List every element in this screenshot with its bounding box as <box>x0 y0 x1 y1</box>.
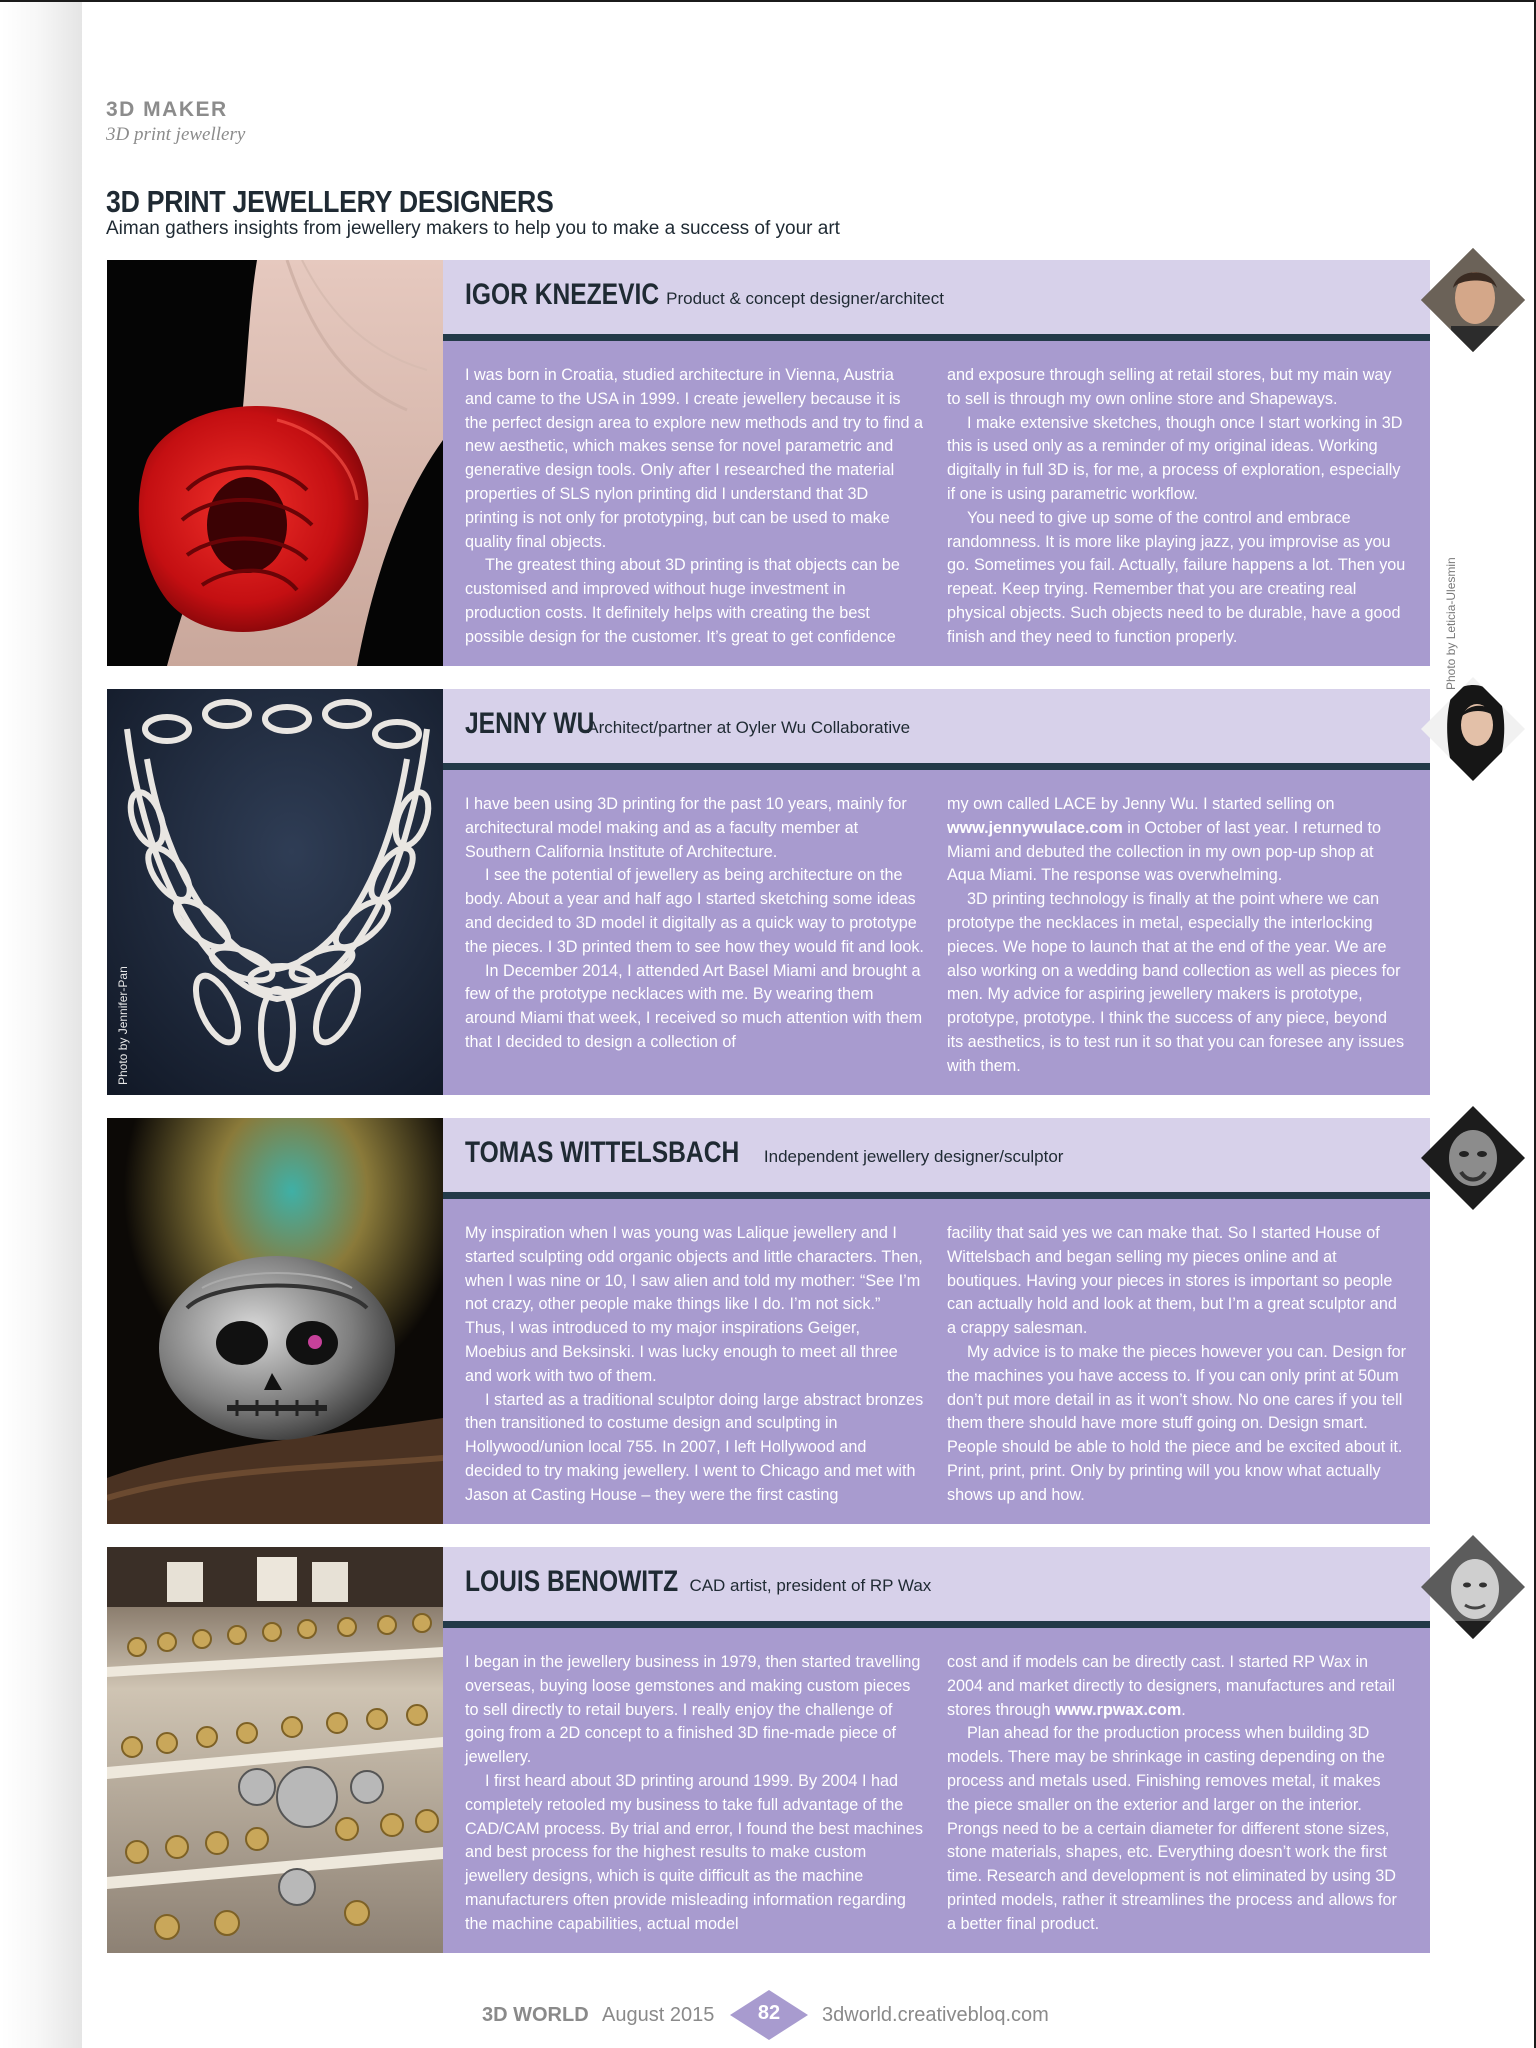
body-column-right <box>947 1651 1407 1937</box>
link-jennywulace[interactable]: www.jennywulace.com <box>947 818 1123 837</box>
paragraph: my own called LACE by Jenny Wu. I started selling on www.jennywulace.com in October of last year. I returned to Miami and debuted the collection in my own pop-up shop at Aqua Miami. The response was overwhelming. <box>947 795 1381 885</box>
paragraph: I have been using 3D printing for the past 10 years, mainly for architectural model making and as a faculty member at Southern California Institute of Architecture. <box>465 795 907 861</box>
footer-brand: 3D WORLD <box>482 2004 589 2026</box>
avatar-wu <box>1421 677 1525 781</box>
section-sublabel: 3D print jewellery <box>106 124 246 145</box>
footer-date: August 2015 <box>602 2004 715 2026</box>
paragraph: My inspiration when I was young was Lalique jewellery and I started sculpting odd organic objects and little characters. Then, when I was nine or 10, I saw alien and told my mother: “See I’m not crazy, other people make things like I do. I’m not sick.” Thus, I was introduced to my major inspirations Geiger, Moebius and Beksinski. I was lucky enough to meet all three and work with two of them. <box>465 1224 923 1385</box>
paragraph: Plan ahead for the production process when building 3D models. There may be shrinkage in casting depending on the process and metals used. Finishing removes metal, it makes the piece smaller on the exterior and larger on the interior. Prongs need to be a certain diameter for different stone sizes, stone materials, shapes, etc. Everything doesn’t work the first time. Research and development is not eliminated by using 3D printed models, rather it streamlines the process and allows for a better final product. <box>947 1724 1397 1933</box>
designer-card-knezevic <box>107 260 1430 666</box>
paragraph: My advice is to make the pieces however you can. Design for the machines you have access to. If you can only print at 50um don’t put more detail in as it won’t show. No one cares if you tell them there should have more stuff going on. Design smart. People should be able to hold the piece and be excited about it. Print, print, print. Only by printing will you know what actually shows up and how. <box>947 1342 1407 1504</box>
section-label: 3D MAKER <box>106 98 228 121</box>
footer-url[interactable]: 3dworld.creativebloq.com <box>822 2004 1049 2026</box>
photo-lace-necklace <box>107 689 443 1095</box>
paragraph: I see the potential of jewellery as being architecture on the body. About a year and half ago I started sketching some ideas and decided to 3D model it digitally as a quick way to prototype the pieces. I 3D printed them to see how they would fit and look. <box>465 866 924 956</box>
designer-header <box>443 260 1430 334</box>
designer-role: Product & concept designer/architect <box>666 289 944 308</box>
designer-card-wittelsbach <box>107 1118 1430 1524</box>
paragraph: facility that said yes we can make that. So I started House of Wittelsbach and began selling my pieces online and at boutiques. Having your pieces in stores is important so people can actually hold and look at them, but I’m a great sculptor and a crappy salesman. <box>947 1224 1397 1338</box>
avatar-knezevic <box>1421 248 1525 352</box>
photo-credit-wu: Photo by Jennifer-Pan <box>116 966 130 1085</box>
photo-red-bracelet <box>107 260 443 666</box>
body-column-left <box>465 793 925 1055</box>
header-rule <box>443 1621 1430 1628</box>
page-number: 82 <box>757 2002 781 2024</box>
designer-name: TOMAS WITTELSBACH <box>465 1136 740 1169</box>
paragraph: and exposure through selling at retail stores, but my main way to sell is through my own online store and Shapeways. <box>947 366 1392 408</box>
header-rule <box>443 334 1430 341</box>
body-column-right <box>947 1222 1407 1508</box>
designer-card-benowitz <box>107 1547 1430 1953</box>
photo-jewellery-display <box>107 1547 443 1953</box>
article-standfirst: Aiman gathers insights from jewellery makers to help you to make a success of your art <box>106 218 840 239</box>
designer-card-wu <box>107 689 1430 1095</box>
paragraph: You need to give up some of the control and embrace randomness. It is more like playing jazz, you improvise as you go. Sometimes you fail. Actually, failure happens a lot. Then you repeat. Keep trying. Remember that you are creating real physical objects. Such objects need to be durable, have a good finish and they need to function properly. <box>947 508 1406 646</box>
body-column-left <box>465 1222 925 1508</box>
page-footer <box>0 1990 1536 2040</box>
avatar-wittelsbach <box>1421 1106 1525 1210</box>
body-column-right <box>947 793 1407 1079</box>
page-top-border <box>0 0 1536 2</box>
designer-name: LOUIS BENOWITZ <box>465 1565 679 1598</box>
designer-header <box>443 1118 1430 1192</box>
designer-name: JENNY WU <box>465 707 595 740</box>
paragraph: I first heard about 3D printing around 1999. By 2004 I had completely retooled my business to take full advantage of the CAD/CAM process. By trial and error, I found the best machines and best process for the highest results to make custom jewellery designs, which is quite difficult as the machine manufacturers often provide misleading information regarding the machine capabilities, actual model <box>465 1771 923 1933</box>
paragraph: I was born in Croatia, studied architecture in Vienna, Austria and came to the USA in 1999. I create jewellery because it is the perfect design area to explore new methods and try to find a new aesthetic, which makes sense for novel parametric and generative design tools. Only after I researched the material properties of SLS nylon printing did I understand that 3D printing is not only for prototyping, but can be used to make quality final objects. <box>465 366 924 551</box>
skull-ring <box>159 1256 395 1440</box>
designer-role: CAD artist, president of RP Wax <box>689 1576 932 1595</box>
link-rpwax[interactable]: www.rpwax.com <box>1054 1700 1182 1719</box>
paragraph: I began in the jewellery business in 1979, then started travelling overseas, buying loose gemstones and making custom pieces to sell directly to retail buyers. I really enjoy the challenge of going from a 2D concept to a finished 3D fine-made piece of jewellery. <box>465 1653 921 1767</box>
paragraph: The greatest thing about 3D printing is that objects can be customised and improved without huge investment in production costs. It definitely helps with creating the best possible design for the customer. It’s great to get confidence <box>465 556 900 646</box>
avatar-benowitz <box>1421 1535 1525 1639</box>
designer-header <box>443 1547 1430 1621</box>
header-rule <box>443 763 1430 770</box>
designer-role: Independent jewellery designer/sculptor <box>763 1147 1064 1166</box>
body-column-left <box>465 364 925 650</box>
designer-name: IGOR KNEZEVIC <box>465 278 660 311</box>
paragraph: I make extensive sketches, though once I start working in 3D this is used only as a reminder of my original ideas. Working digitally in full 3D is, for me, a process of exploration, especially if one is using parametric workflow. <box>947 413 1403 503</box>
designer-header <box>443 689 1430 763</box>
paragraph: In December 2014, I attended Art Basel Miami and brought a few of the prototype necklaces with me. By wearing them around Miami that week, I received so much attention with them that I decided to design a collection of <box>465 961 923 1051</box>
paragraph: 3D printing technology is finally at the point where we can prototype the necklaces in metal, especially the interlocking pieces. We hope to launch that at the end of the year. We are also working on a wedding band collection as well as pieces for men. My advice for aspiring jewellery makers is prototype, prototype, prototype. I think the success of any piece, beyond its aesthetics, is to test run it so that you can foresee any issues with them. <box>947 890 1405 1075</box>
photo-skull-ring <box>107 1118 443 1524</box>
body-column-left <box>465 1651 925 1937</box>
page-gutter-shadow <box>0 0 82 2048</box>
photo-credit-side: Photo by Leticia-Ulesmin <box>1444 557 1458 690</box>
body-column-right <box>947 364 1407 650</box>
designer-role: Architect/partner at Oyler Wu Collaborative <box>587 718 911 737</box>
article-title: 3D PRINT JEWELLERY DESIGNERS <box>106 184 554 219</box>
paragraph: I started as a traditional sculptor doing large abstract bronzes then transitioned to costume design and sculpting in Hollywood/union local 755. In 2007, I left Hollywood and decided to try making jewellery. I went to Chicago and met with Jason at Casting House – they were the first casting <box>465 1390 924 1504</box>
header-rule <box>443 1192 1430 1199</box>
paragraph: cost and if models can be directly cast. I started RP Wax in 2004 and market directly to designers, manufactures and retail stores through www.rpwax.com. <box>947 1653 1396 1719</box>
